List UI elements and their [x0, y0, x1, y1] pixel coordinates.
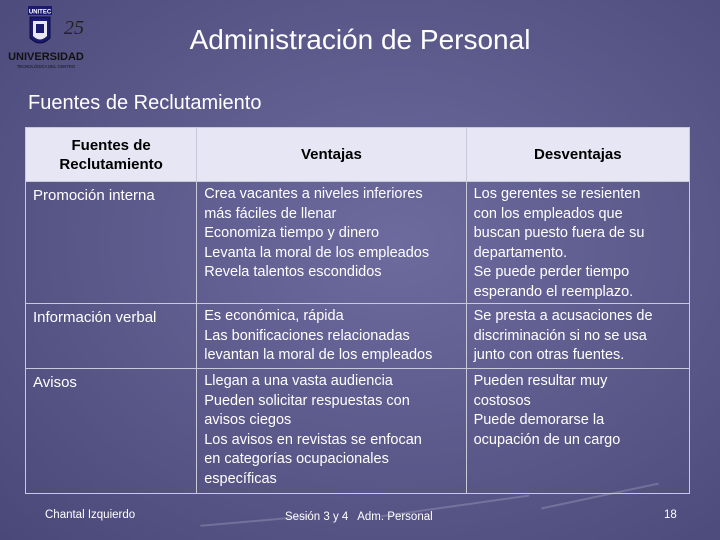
list-item: más fáciles de llenar [204, 205, 337, 222]
table-header-row [26, 128, 690, 182]
ventajas-cell [197, 182, 466, 304]
source-cell: Avisos [26, 369, 197, 494]
ventajas-cell [197, 369, 466, 494]
list-item: junto con otras fuentes. [473, 347, 625, 363]
list-item: costosos [473, 392, 531, 409]
list-item: Se presta a acusaciones de [473, 308, 653, 324]
list-item: Pueden solicitar respuestas con [204, 392, 410, 409]
list-item: Los avisos en revistas se enfocan [204, 431, 422, 448]
list-item: Economiza tiempo y dinero [204, 225, 380, 241]
ventajas-cell [197, 304, 466, 369]
header-sources: Fuentes de Reclutamiento [26, 128, 197, 182]
logo-badge: UNITEC [28, 9, 52, 16]
table-row [26, 304, 690, 369]
source-cell: Información verbal [26, 304, 197, 369]
header-desventajas: Desventajas [466, 128, 689, 182]
list-item: Puede demorarse la [473, 412, 605, 428]
table-row [26, 182, 690, 304]
list-item: Los gerentes se resienten [473, 186, 641, 202]
footer-author: Chantal Izquierdo [45, 509, 136, 521]
list-item: avisos ciegos [204, 412, 292, 428]
list-item: levantan la moral de los empleados [204, 347, 433, 363]
footer-session: Sesión 3 y 4 Adm. Personal [285, 511, 433, 523]
logo-text-main: UNIVERSIDAD [8, 51, 84, 63]
logo-text-sub: TECNOLÓGICA DEL CENTRO [16, 64, 76, 69]
section-title: Fuentes de Reclutamiento [28, 92, 262, 114]
list-item: departamento. [473, 244, 568, 261]
list-item: Llegan a una vasta audiencia [204, 373, 393, 389]
desventajas-cell [466, 182, 689, 304]
footer-page-number: 18 [664, 509, 677, 521]
list-item: ocupación de un cargo [473, 431, 621, 448]
list-item: Es económica, rápida [204, 308, 344, 324]
list-item: Pueden resultar muy [473, 373, 608, 389]
list-item: en categorías ocupacionales [204, 451, 389, 467]
list-item: Se puede perder tiempo [473, 264, 630, 280]
list-item: discriminación si no se usa [473, 327, 647, 344]
desventajas-cell [466, 369, 689, 494]
slide-title: Administración de Personal [189, 24, 531, 55]
list-item: Crea vacantes a niveles inferiores [204, 186, 423, 202]
list-item: buscan puesto fuera de su [473, 225, 645, 241]
header-ventajas: Ventajas [197, 128, 466, 182]
recruitment-sources-table [25, 127, 690, 494]
list-item: con los empleados que [473, 205, 623, 222]
logo-anniversary: 25 [64, 17, 84, 39]
list-item: esperando el reemplazo. [473, 283, 634, 300]
source-cell: Promoción interna [26, 182, 197, 304]
list-item: Levanta la moral de los empleados [204, 244, 430, 261]
desventajas-cell [466, 304, 689, 369]
list-item: Las bonificaciones relacionadas [204, 327, 410, 344]
list-item: específicas [204, 470, 277, 487]
table-row [26, 369, 690, 494]
list-item: Revela talentos escondidos [204, 264, 382, 280]
